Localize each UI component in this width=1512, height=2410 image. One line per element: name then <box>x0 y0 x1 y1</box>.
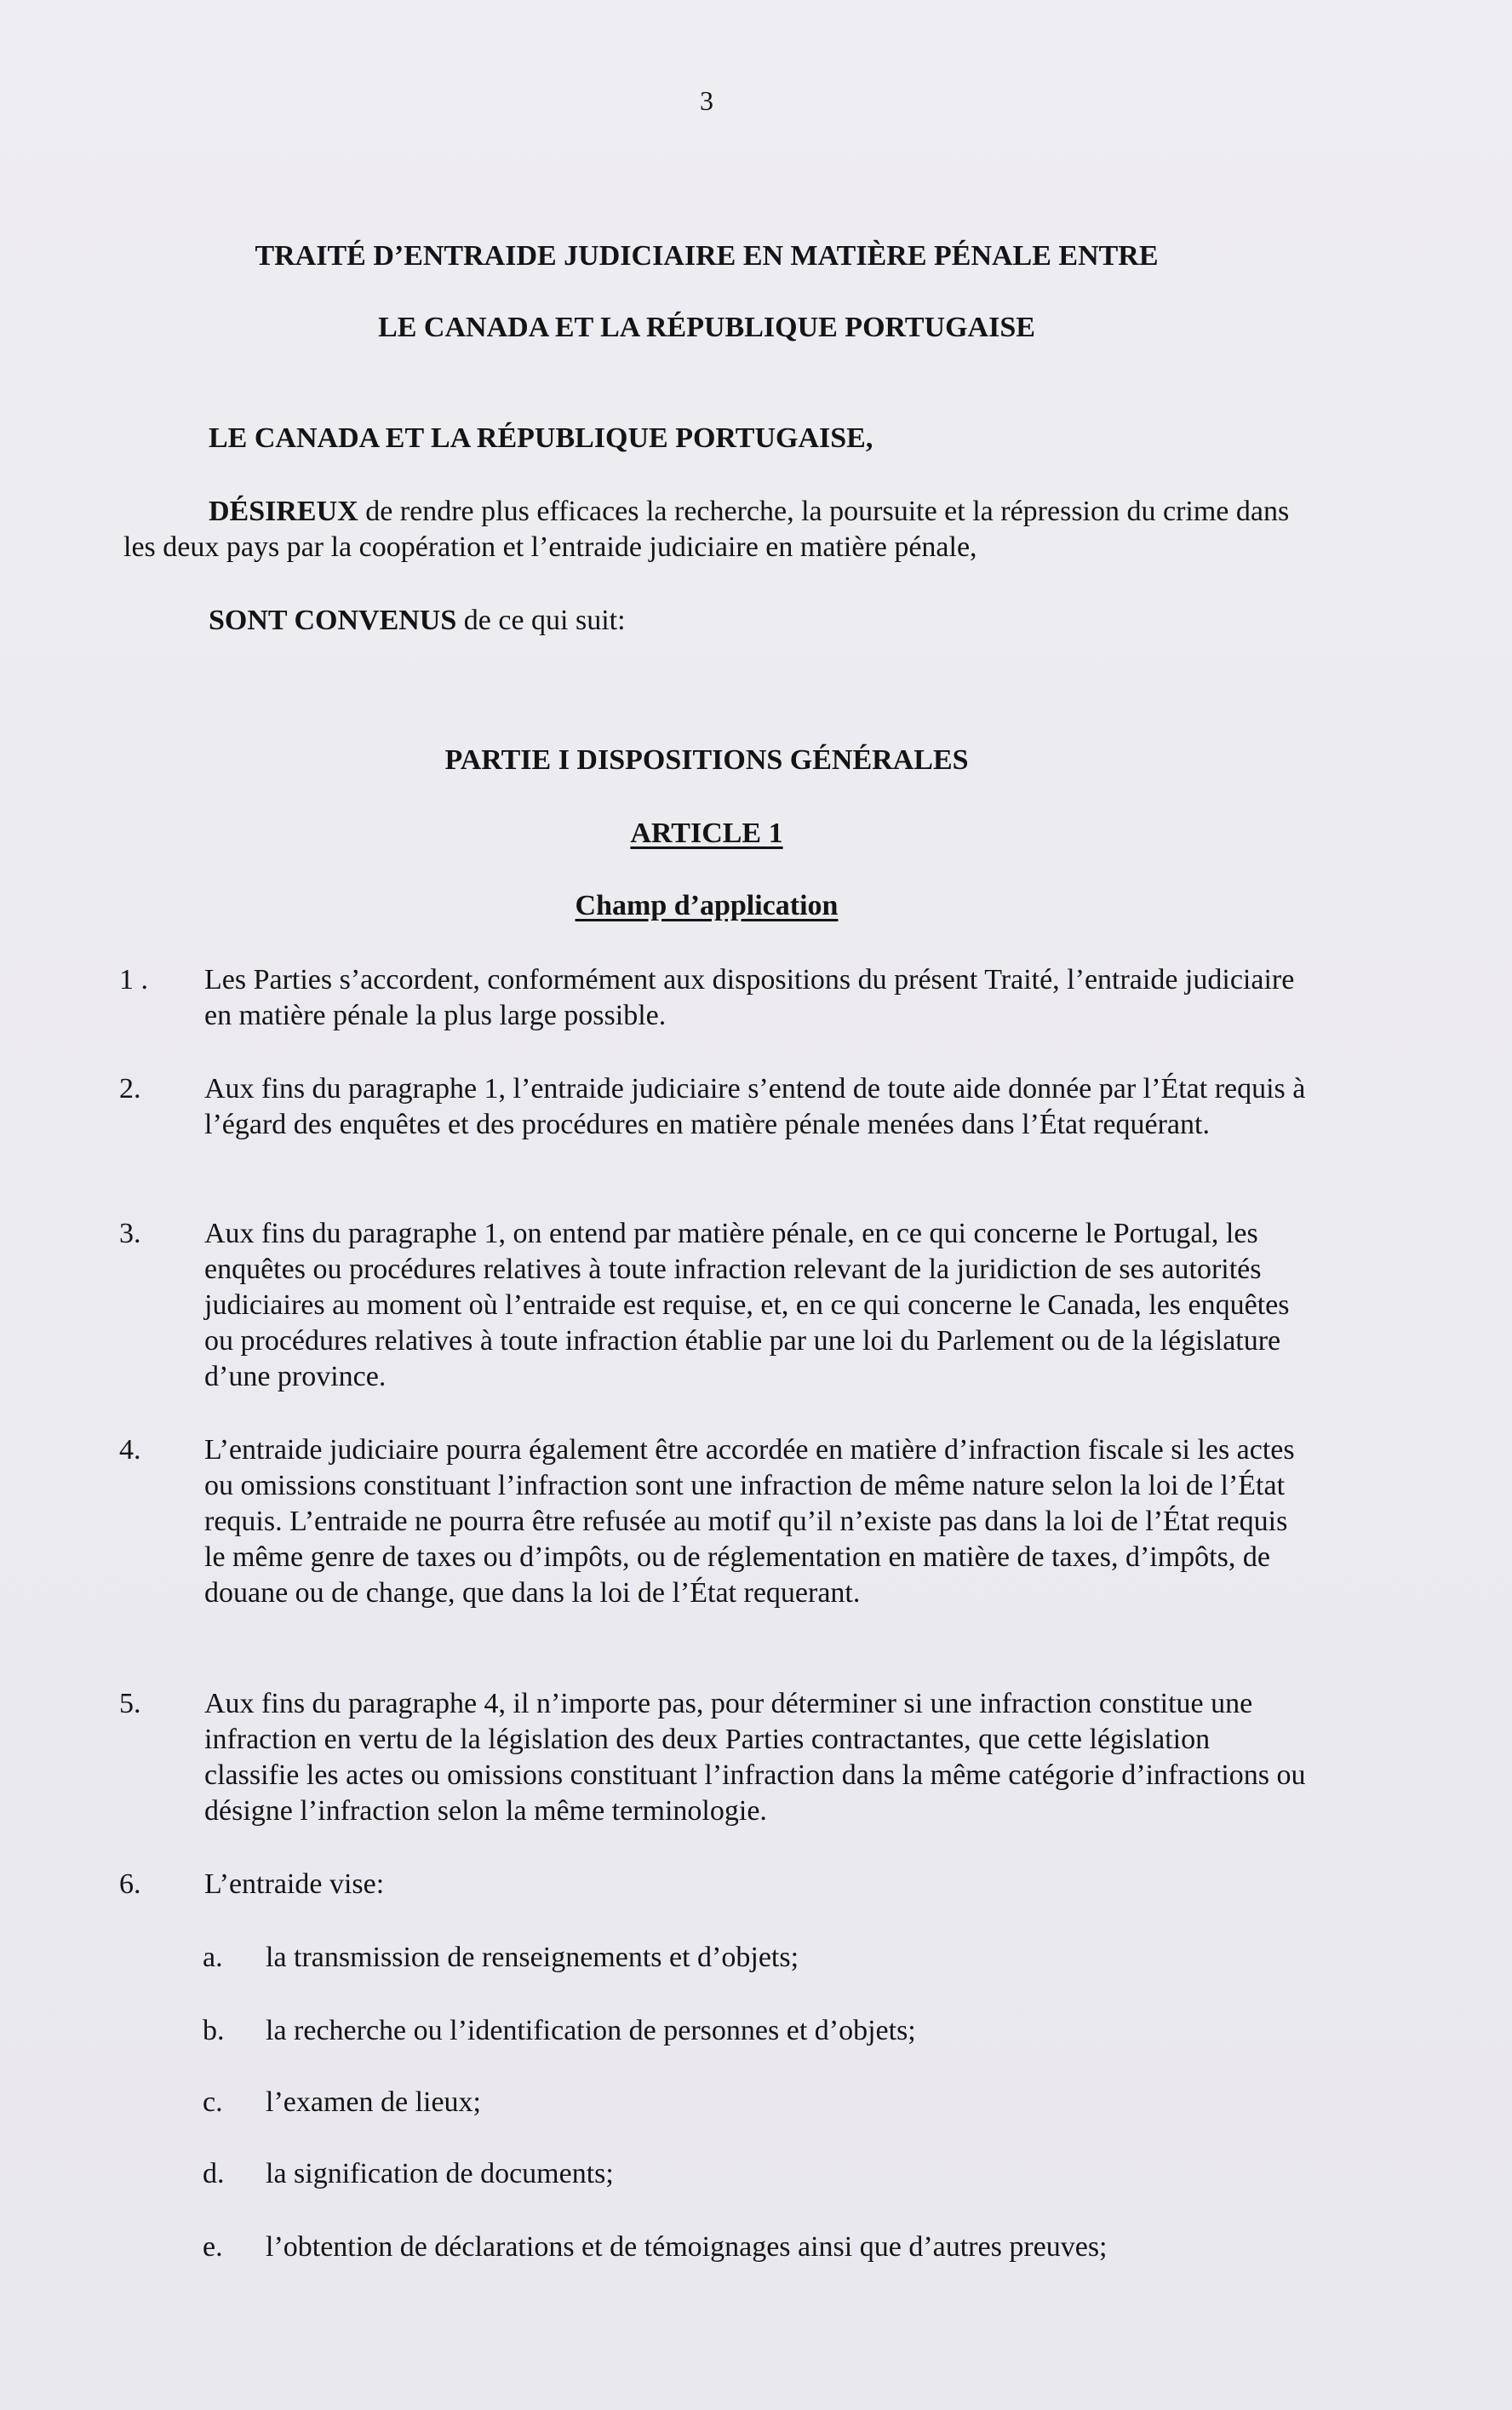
sub-item-e <box>203 2229 1309 2265</box>
sub-item-d <box>203 2156 1309 2192</box>
paragraph-number: 5. <box>119 1688 141 1719</box>
paragraph-text: Aux fins du paragraphe 4, il n’importe pas, pour déterminer si une infraction constitue une infraction en vertu de la législation des deux Parties contractantes, que cette législation classifie les actes ou omissions constituant l’infraction dans la même catégorie d’infractions ou désigne l’infraction selon la même terminologie. <box>204 1688 1306 1827</box>
paragraph-6 <box>119 1867 1311 1902</box>
sub-item-letter: a. <box>203 1942 223 1973</box>
paragraph-number: 1 . <box>119 964 148 996</box>
sub-item-a <box>203 1940 1309 1976</box>
paragraph-2 <box>119 1071 1311 1143</box>
preamble-parties <box>123 421 1298 456</box>
article-title: ARTICLE 1 <box>630 818 783 849</box>
sub-item-text: la transmission de renseignements et d’objets; <box>266 1942 799 1973</box>
sub-item-letter: d. <box>203 2158 225 2189</box>
paragraph-1 <box>119 962 1311 1034</box>
sub-item-text: l’examen de lieux; <box>266 2086 482 2118</box>
sub-item-letter: c. <box>203 2086 223 2118</box>
paragraph-number: 2. <box>119 1073 141 1105</box>
sub-item-text: l’obtention de déclarations et de témoignages ainsi que d’autres preuves; <box>266 2231 1108 2263</box>
paragraph-text: L’entraide judiciaire pourra également être accordée en matière d’infraction fiscale si les actes ou omissions constituant l’infraction sont une infraction de même nature selon la loi de l’État requis. L’entraide ne pourra être refusée au motif qu’il n’existe pas dans la loi de l’État requis le même genre de taxes ou d’impôts, ou de réglementation en matière de taxes, d’impôts, de douane ou de change, que dans la loi de l’État requerant. <box>204 1434 1295 1609</box>
paragraph-text: L’entraide vise: <box>204 1868 385 1900</box>
convenus-keyword: SONT CONVENUS <box>209 605 457 636</box>
sub-item-letter: e. <box>203 2231 223 2263</box>
paragraph-4 <box>119 1432 1311 1611</box>
sub-item-c <box>203 2085 1309 2120</box>
convenus-text: de ce qui suit: <box>456 605 626 636</box>
paragraph-3 <box>119 1216 1311 1395</box>
paragraph-text: Les Parties s’accordent, conformément aux dispositions du présent Traité, l’entraide judiciaire en matière pénale la plus large possible. <box>204 964 1295 1031</box>
paragraph-text: Aux fins du paragraphe 1, l’entraide judiciaire s’entend de toute aide donnée par l’État requis à l’égard des enquêtes et des procédures en matière pénale menées dans l’État requérant. <box>204 1073 1306 1140</box>
sub-item-letter: b. <box>203 2015 225 2046</box>
sub-item-text: la signification de documents; <box>266 2158 614 2189</box>
preamble-desireux <box>123 494 1298 565</box>
desireux-keyword: DÉSIREUX <box>209 496 358 527</box>
paragraph-text: Aux fins du paragraphe 1, on entend par matière pénale, en ce qui concerne le Portugal, les enquêtes ou procédures relatives à toute infraction relevant de la juridiction de ses autorités judiciaires au moment où l’entraide est requise, et, en ce qui concerne le Canada, les enquêtes ou procédures relatives à toute infraction établie par une loi du Parlement ou de la législature d’une province. <box>204 1218 1290 1392</box>
paragraph-number: 4. <box>119 1434 141 1466</box>
desireux-text: de rendre plus efficaces la recherche, la poursuite et la répression du crime dans les deux pays par la coopération et l’entraide judiciaire en matière pénale, <box>123 496 1290 563</box>
sub-item-b <box>203 2013 1309 2049</box>
treaty-title-line-2: LE CANADA ET LA RÉPUBLIQUE PORTUGAISE <box>378 312 1035 343</box>
page-number: 3 <box>700 85 713 116</box>
preamble-convenus <box>123 603 1298 639</box>
paragraph-5 <box>119 1686 1311 1829</box>
preamble-parties-text: LE CANADA ET LA RÉPUBLIQUE PORTUGAISE, <box>209 422 873 454</box>
treaty-title-line-1: TRAITÉ D’ENTRAIDE JUDICIAIRE EN MATIÈRE PÉNALE ENTRE <box>255 240 1159 272</box>
article-subtitle: Champ d’application <box>575 890 839 921</box>
paragraph-number: 3. <box>119 1218 141 1249</box>
part-title: PARTIE I DISPOSITIONS GÉNÉRALES <box>444 744 969 776</box>
sub-item-text: la recherche ou l’identification de personnes et d’objets; <box>266 2015 916 2046</box>
paragraph-number: 6. <box>119 1868 141 1900</box>
